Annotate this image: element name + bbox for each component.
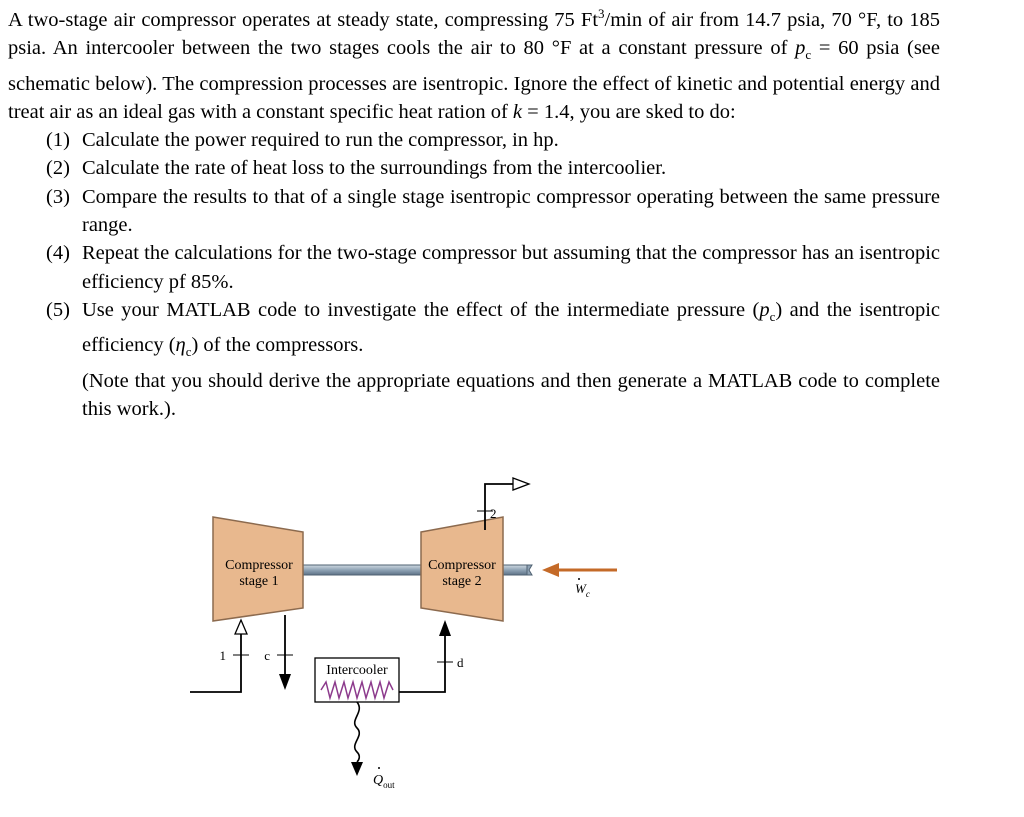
intercooler-outlet-pipe (399, 634, 445, 692)
compressor-1-label-line2: stage 1 (239, 574, 279, 589)
task-item-5 (46, 296, 940, 423)
work-subscript: c (585, 589, 590, 599)
outlet-arrow (513, 478, 529, 490)
compressor-2-label-line1: Compressor (428, 558, 496, 573)
heat-subscript: out (383, 780, 395, 790)
work-dot (578, 578, 580, 580)
work-label (575, 581, 590, 599)
pc-symbol: p (759, 298, 770, 321)
state-c-label: c (264, 648, 270, 663)
compressor-2-label-line2: stage 2 (442, 574, 482, 589)
stage1-exit-arrow (279, 674, 291, 690)
stage2-inlet-arrow (439, 620, 451, 636)
heat-out-arrow (351, 762, 363, 776)
state-1-label: 1 (219, 648, 226, 663)
task-text: Calculate the rate of heat loss to the surroundings from the intercoolier. (82, 157, 667, 180)
intro-superscript: 3 (598, 6, 605, 21)
task-text-1: Use your MATLAB code to investigate the effect of the intermediate pressure ( (82, 298, 760, 321)
heat-symbol: Q (373, 773, 384, 788)
task-number: (3) (46, 185, 70, 208)
state-d-label: d (457, 655, 464, 670)
work-symbol: W (575, 581, 586, 596)
task-number: (4) (46, 242, 70, 265)
inlet-arrow (235, 620, 247, 634)
heat-dot (378, 767, 380, 769)
pc-subscript: c (769, 308, 776, 324)
pc-subscript: c (805, 47, 812, 63)
task-note: (Note that you should derive the appropriate equations and then generate a MATLAB code to complete this work.). (82, 369, 940, 420)
task-item-4 (46, 239, 940, 296)
task-number: (1) (46, 129, 70, 152)
heat-out-wave (355, 702, 360, 762)
eta-symbol: η (175, 334, 186, 357)
intro-text-1: A two-stage air compressor operates at steady state, compressing 75 Ft (8, 8, 599, 31)
k-symbol: k (512, 100, 523, 123)
intercooler-label: Intercooler (326, 663, 388, 678)
heat-out-label (373, 773, 395, 790)
shaft-extension (503, 565, 527, 575)
task-text-3: ) of the compressors. (191, 334, 364, 357)
pc-symbol: p (795, 37, 806, 60)
task-item-1 (46, 126, 940, 154)
eta-subscript: c (185, 344, 192, 360)
problem-intro (8, 0, 940, 126)
task-text-2: ) and the isentropic efficiency ( (82, 298, 941, 357)
task-item-3 (46, 183, 940, 240)
work-arrow-head (542, 563, 559, 577)
task-item-2 (46, 154, 940, 182)
intro-text-2: /min of air from 14.7 psia, 70 °F, to 185 psia. An intercooler between the two stages cools the air to 80 °F at a constant pressure of (8, 8, 941, 60)
task-number: (5) (46, 298, 70, 321)
task-number: (2) (46, 157, 70, 180)
task-list (8, 126, 940, 423)
shaft (303, 565, 421, 575)
task-text: Repeat the calculations for the two-stage compressor but assuming that the compressor has an isentropic efficiency pf 85%. (82, 242, 940, 293)
task-text: Compare the results to that of a single stage isentropic compressor operating between the same pressure range. (82, 185, 940, 236)
shaft-end-cap (527, 565, 532, 575)
compressor-schematic (185, 462, 635, 802)
intro-text-4: = 1.4, you are sked to do: (522, 100, 736, 123)
state-2-label: 2 (490, 506, 497, 521)
problem-statement (8, 0, 940, 423)
inlet-pipe (190, 630, 241, 692)
task-text: Calculate the power required to run the compressor, in hp. (82, 129, 559, 152)
compressor-1-label-line1: Compressor (225, 558, 293, 573)
intro-text-3: = 60 psia (see schematic below). The compression processes are isentropic. Ignore the effect of kinetic and potential energy and treat air as an ideal gas with a constant specific heat ration of (8, 37, 940, 123)
